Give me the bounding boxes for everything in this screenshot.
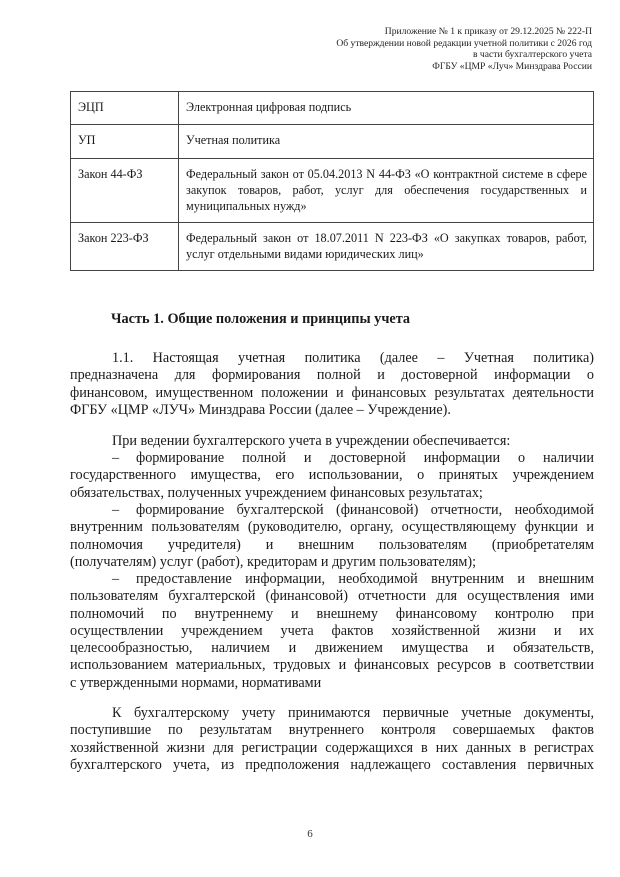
text-line: ФГБУ «ЦМР «ЛУЧ» Минздрава России (далее – Учреждение).	[70, 401, 451, 418]
text-line: использованием материальных, трудовых и финансовых ресурсов в соответствии	[70, 657, 594, 674]
text-segment: формирование бухгалтерской (финансовой) отчетности, необходимой	[136, 502, 594, 518]
paragraph-intro	[70, 433, 594, 450]
table-row	[71, 125, 594, 159]
dash-marker: –	[112, 450, 120, 466]
text-line: полномочий по внутреннему и внешнему финансовому контролю при	[70, 605, 594, 622]
page-number: 6	[307, 828, 313, 840]
header-line: в части бухгалтерского учета	[473, 49, 592, 61]
document-header	[336, 26, 592, 72]
text-line: целесообразностью, наличием и движением имущества и обязательств,	[70, 640, 594, 657]
text-segment: формирование полной и достоверной информации о наличии	[136, 450, 594, 466]
paragraph-1-1	[70, 350, 594, 419]
bullet-item	[70, 450, 594, 502]
table-row	[71, 92, 594, 125]
bullet-item	[70, 502, 594, 571]
header-line: Об утверждении новой редакции учетной политики с 2026 год	[336, 37, 592, 49]
abbreviation-definition: Федеральный закон от 18.07.2011 N 223-ФЗ «О закупках товаров, работ, услуг отдельными видами юридических лиц»	[179, 223, 594, 271]
text-line: осуществлении учреждением учета фактов хозяйственной жизни и их	[70, 622, 594, 639]
text-line: обязательствах, полученных учреждением финансовых результатах;	[70, 484, 483, 501]
text-line	[70, 571, 594, 588]
abbreviation-term: Закон 223-ФЗ	[71, 223, 179, 271]
text-line: внутренним пользователям (руководителю, органу, осуществляющему функции и	[70, 519, 594, 536]
dash-marker: –	[112, 502, 120, 518]
text-line	[70, 502, 594, 519]
text-segment: предоставление информации, необходимой внутренним и внешним	[136, 571, 594, 587]
text-line: бухгалтерского учета, из предположения надлежащего составления первичных	[70, 756, 594, 773]
text-line	[70, 450, 594, 467]
text-line: пользователям бухгалтерской (финансовой) отчетности для осуществления ими	[70, 588, 594, 605]
text-line: предназначена для формирования полной и достоверной информации о	[70, 367, 594, 384]
table-row	[71, 223, 594, 271]
text-line: финансовом, имущественном положении и финансовых результатах деятельности	[70, 384, 594, 401]
text-line: полномочия учредителя) и внешним пользователям (приобретателям	[70, 536, 594, 553]
text-line: с утвержденными нормами, нормативами	[70, 674, 322, 691]
abbreviation-term: ЭЦП	[71, 92, 179, 125]
header-line: ФГБУ «ЦМР «Луч» Минздрава России	[432, 60, 592, 72]
text-line: поступившие по результатам внутреннего контроля совершаемых фактов	[70, 722, 594, 739]
section-title: Часть 1. Общие положения и принципы учета	[111, 311, 411, 327]
abbreviation-definition: Электронная цифровая подпись	[179, 92, 594, 125]
bullet-item	[70, 571, 594, 692]
abbreviation-definition: Федеральный закон от 05.04.2013 N 44-ФЗ «О контрактной системе в сфере закупок товаров, работ, услуг для обеспечения государственных и муниципальных нужд»	[179, 159, 594, 223]
paragraph-primary-docs	[70, 705, 594, 774]
dash-marker: –	[112, 571, 120, 587]
abbreviation-definition: Учетная политика	[179, 125, 594, 159]
text-line: При ведении бухгалтерского учета в учреждении обеспечивается:	[112, 433, 511, 449]
text-line: хозяйственной жизни для регистрации содержащихся в них данных в регистрах	[70, 739, 594, 756]
table-row	[71, 159, 594, 223]
text-line: государственного имущества, его использовании, о принятых учреждением	[70, 467, 594, 484]
header-line: Приложение № 1 к приказу от 29.12.2025 № 222-П	[384, 26, 592, 37]
abbreviation-term: Закон 44-ФЗ	[71, 159, 179, 223]
abbreviations-table	[70, 91, 594, 271]
text-line: (получателям) услуг (работ), кредиторам и другим пользователям);	[70, 553, 477, 570]
abbreviation-term: УП	[71, 125, 179, 159]
text-line: 1.1. Настоящая учетная политика (далее – Учетная политика)	[112, 350, 594, 366]
text-line: К бухгалтерскому учету принимаются первичные учетные документы,	[112, 705, 594, 721]
